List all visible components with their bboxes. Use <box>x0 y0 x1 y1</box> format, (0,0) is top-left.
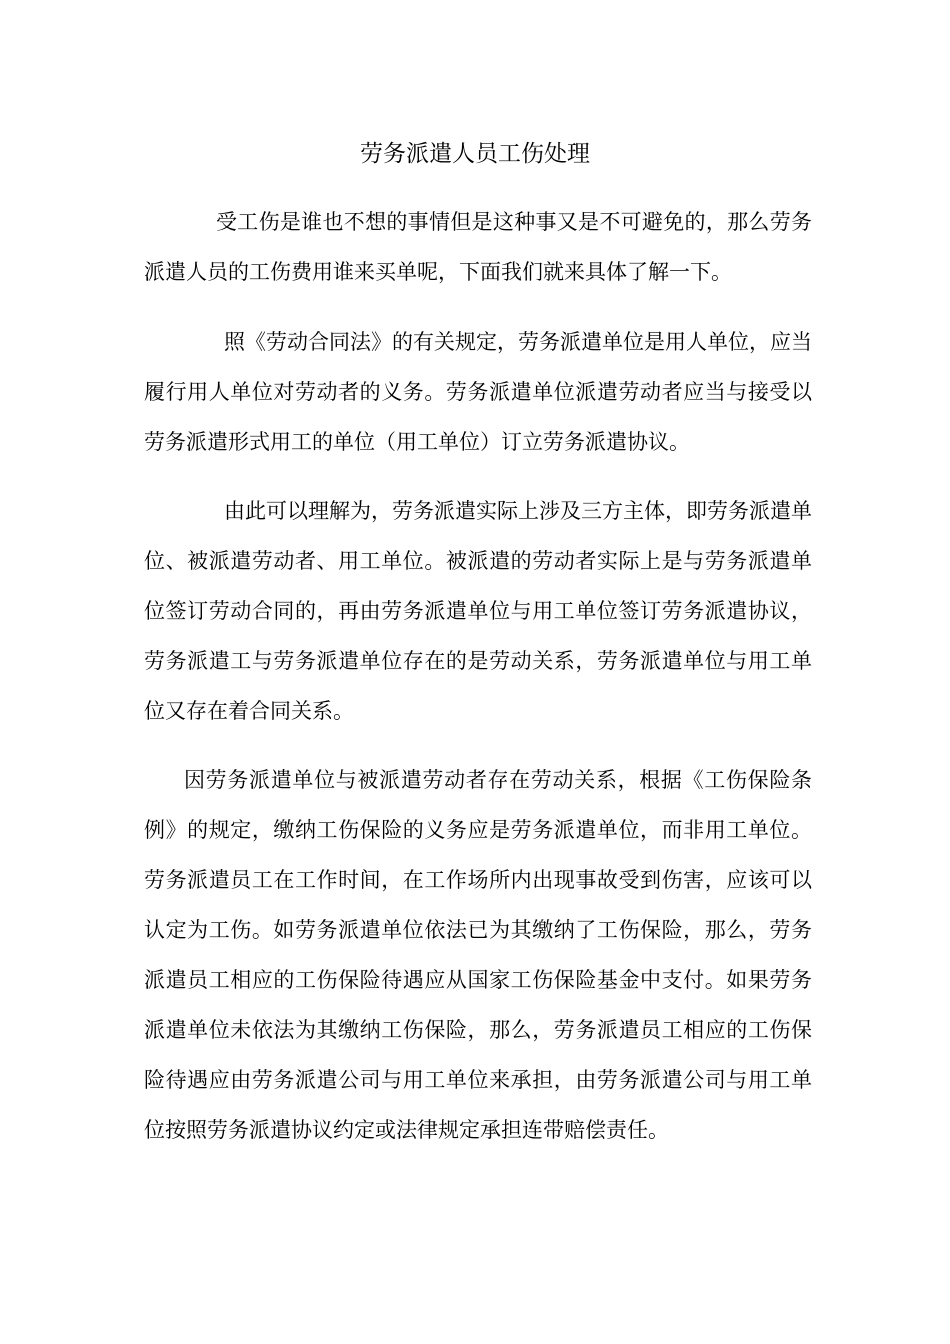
paragraph-three-parties: 由此可以理解为，劳务派遣实际上涉及三方主体，即劳务派遣单位、被派遣劳动者、用工单位。被派遣的劳动者实际上是与劳务派遣单位签订劳动合同的，再由劳务派遣单位与用工单位签订劳务派遣协议，劳务派遣工与劳务派遣单位存在的是劳动关系，劳务派遣单位与用工单位又存在着合同关系。 <box>144 499 812 723</box>
paragraph-intro: 受工伤是谁也不想的事情但是这种事又是不可避免的，那么劳务派遣人员的工伤费用谁来买单呢，下面我们就来具体了解一下。 <box>144 210 812 284</box>
paragraph-labor-contract-law: 照《劳动合同法》的有关规定，劳务派遣单位是用人单位，应当履行用人单位对劳动者的义务。劳务派遣单位派遣劳动者应当与接受以劳务派遣形式用工的单位（用工单位）订立劳务派遣协议。 <box>144 330 812 454</box>
paragraph-injury-insurance: 因劳务派遣单位与被派遣劳动者存在劳动关系，根据《工伤保险条例》的规定，缴纳工伤保险的义务应是劳务派遣单位，而非用工单位。劳务派遣员工在工作时间，在工作场所内出现事故受到伤害，应该可以认定为工伤。如劳务派遣单位依法已为其缴纳了工伤保险，那么，劳务派遣员工相应的工伤保险待遇应从国家工伤保险基金中支付。如果劳务派遣单位未依法为其缴纳工伤保险，那么，劳务派遣员工相应的工伤保险待遇应由劳务派遣公司与用工单位来承担，由劳务派遣公司与用工单位按照劳务派遣协议约定或法律规定承担连带赔偿责任。 <box>144 768 812 1142</box>
document-title: 劳务派遣人员工伤处理 <box>360 141 590 167</box>
